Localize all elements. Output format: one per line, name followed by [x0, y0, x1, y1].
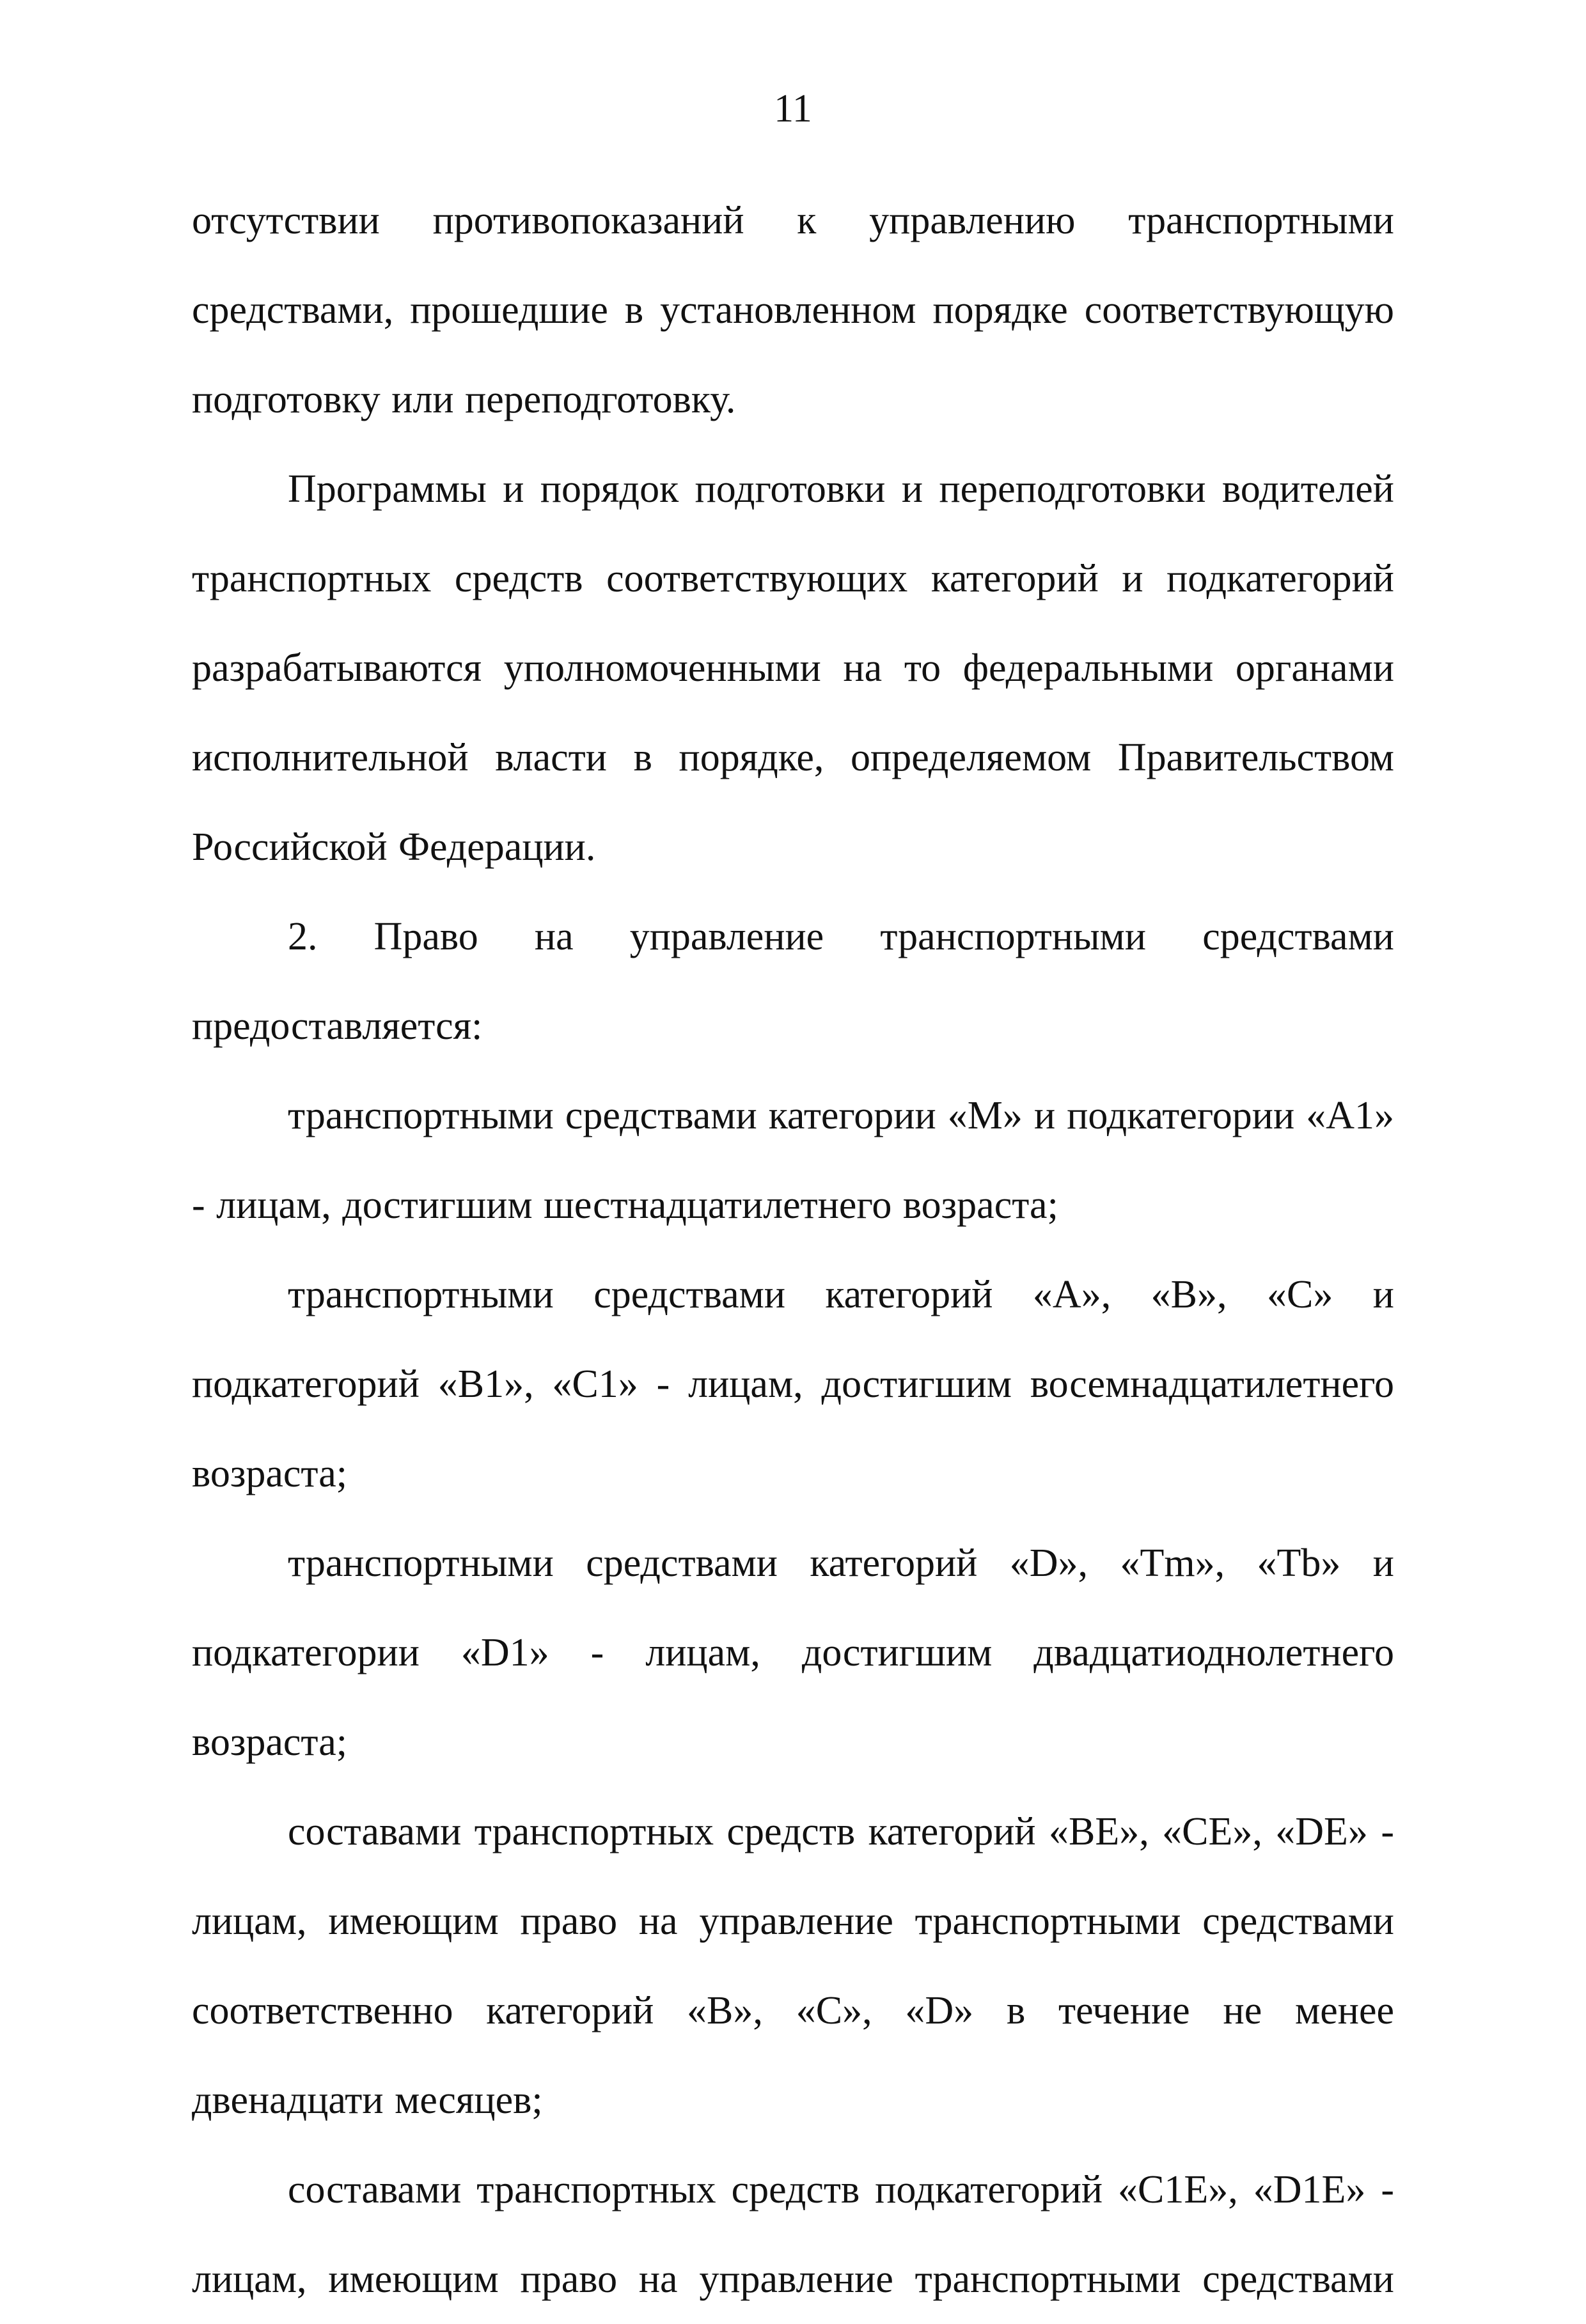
paragraph-category-d-tm-tb: транспортными средствами категорий «D», «Tm», «Tb» и подкатегории «D1» - лицам, достигшим двадцатиоднолетнего возраста; — [192, 1541, 1394, 1764]
paragraph-driving-right: 2. Право на управление транспортными средствами предоставляется: — [192, 915, 1394, 1048]
paragraph-continuation: отсутствии противопоказаний к управлению транспортными средствами, прошедшие в установленном порядке соответствующую подготовку или переподготовку. — [192, 199, 1394, 421]
paragraph-category-m-a1: транспортными средствами категории «M» и подкатегории «A1» - лицам, достигшим шестнадцатилетнего возраста; — [192, 1094, 1394, 1227]
paragraph-category-be-ce-de: составами транспортных средств категорий «BE», «CE», «DE» - лицам, имеющим право на управление транспортными средствами соответственно категорий «B», «C», «D» в течение не менее двенадцати месяцев; — [192, 1810, 1394, 2122]
paragraph-category-c1e-d1e: составами транспортных средств подкатегорий «C1E», «D1E» - лицам, имеющим право на управление транспортными средствами — [192, 2168, 1394, 2301]
document-body — [192, 176, 1394, 2324]
paragraph-category-a-b-c: транспортными средствами категорий «A», «B», «C» и подкатегорий «B1», «C1» - лицам, достигшим восемнадцатилетнего возраста; — [192, 1273, 1394, 1495]
page-number: 11 — [774, 87, 812, 130]
paragraph-training-programs: Программы и порядок подготовки и переподготовки водителей транспортных средств соответствующих категорий и подкатегорий разрабатываются уполномоченными на то федеральными органами исполнительной власти в порядке, определяемом Правительством Российской Федерации. — [192, 467, 1394, 869]
